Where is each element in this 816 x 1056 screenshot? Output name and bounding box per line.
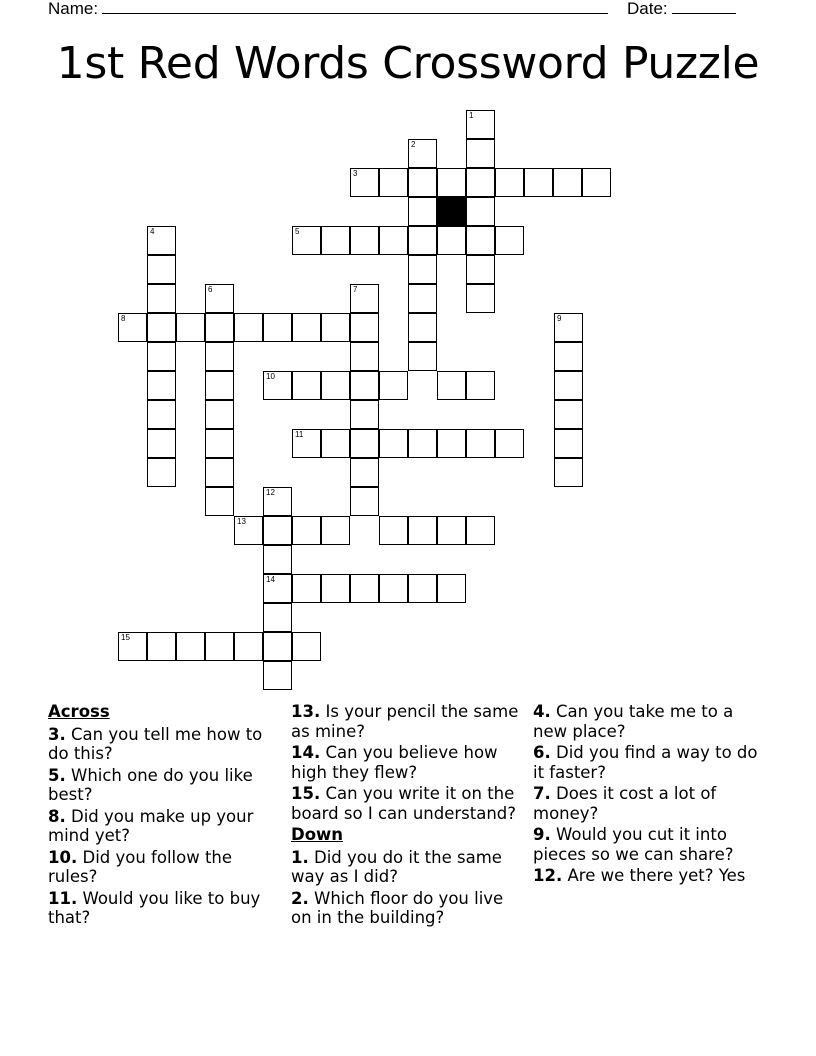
grid-cell[interactable] [292,574,321,603]
clue-number: 9 [557,314,562,323]
grid-cell[interactable] [321,429,350,458]
across-clue-5: 5. Which one do you like best? [48,765,253,804]
grid-cell[interactable] [582,168,611,197]
grid-cell-6[interactable] [205,284,234,313]
grid-cell[interactable] [466,371,495,400]
grid-cell-4[interactable] [147,226,176,255]
grid-cell[interactable] [147,313,176,342]
clue-number: 1 [469,111,474,120]
down-clue-1: 1. Did you do it the same way as I did? [291,847,502,886]
grid-cell[interactable] [147,458,176,487]
grid-cell[interactable] [205,342,234,371]
across-clue-13: 13. Is your pencil the same as mine? [291,702,519,741]
down-clue-7: 7. Does it cost a lot of money? [533,784,717,823]
grid-cell[interactable] [466,226,495,255]
grid-cell[interactable] [408,429,437,458]
grid-cell-14[interactable] [263,574,292,603]
grid-cell[interactable] [263,516,292,545]
clue-number: 13 [237,517,246,526]
down-heading: Down [291,825,344,844]
grid-cell-5[interactable] [292,226,321,255]
grid-cell[interactable] [350,313,379,342]
grid-cell[interactable] [554,458,583,487]
grid-cell[interactable] [292,632,321,661]
grid-cell[interactable] [350,226,379,255]
across-clue-15: 15. Can you write it on the board so I can understand? [291,784,517,823]
grid-cell[interactable] [379,574,408,603]
grid-cell[interactable] [350,487,379,516]
grid-cell[interactable] [379,516,408,545]
down-clue-4: 4. Can you take me to a new place? [533,702,734,741]
clue-number: 4 [150,227,155,236]
across-clue-10: 10. Did you follow the rules? [48,847,233,886]
grid-cell[interactable] [495,168,524,197]
grid-cell[interactable] [379,226,408,255]
grid-cell[interactable] [234,313,263,342]
clue-number: 8 [121,314,126,323]
across-heading: Across [48,702,110,721]
grid-cell[interactable] [350,458,379,487]
clue-number: 10 [266,372,275,381]
grid-cell[interactable] [408,313,437,342]
grid-cell[interactable] [408,168,437,197]
grid-cell[interactable] [205,313,234,342]
grid-cell-3[interactable] [350,168,379,197]
date-label: Date: [627,0,668,18]
grid-cell[interactable] [554,342,583,371]
grid-cell[interactable] [553,168,582,197]
clue-number: 2 [411,140,416,149]
grid-cell-2[interactable] [408,139,437,168]
grid-cell[interactable] [437,371,466,400]
clues-column-1 [48,702,278,930]
grid-cell[interactable] [379,429,408,458]
grid-cell[interactable] [350,400,379,429]
grid-cell[interactable] [321,574,350,603]
clue-number: 3 [353,169,358,178]
across-clue-8: 8. Did you make up your mind yet? [48,806,254,845]
grid-cell-8[interactable] [118,313,147,342]
grid-cell[interactable] [176,313,205,342]
name-label: Name: [48,0,99,18]
grid-cell[interactable] [466,255,495,284]
down-clue-12: 12. Are we there yet? Yes [533,866,746,885]
grid-cell[interactable] [495,429,524,458]
grid-cell[interactable] [263,545,292,574]
grid-cell[interactable] [205,400,234,429]
grid-cell[interactable] [292,516,321,545]
clue-number: 5 [295,227,300,236]
grid-cell[interactable] [495,226,524,255]
grid-cell[interactable] [321,516,350,545]
grid-cell[interactable] [408,574,437,603]
grid-cell[interactable] [350,574,379,603]
grid-cell[interactable] [437,168,466,197]
grid-cell[interactable] [205,371,234,400]
grid-cell[interactable] [147,255,176,284]
grid-cell[interactable] [350,429,379,458]
grid-cell[interactable] [147,371,176,400]
grid-cell[interactable] [466,139,495,168]
grid-cell[interactable] [408,342,437,371]
across-clue-3: 3. Can you tell me how to do this? [48,724,263,763]
grid-cell[interactable] [466,284,495,313]
grid-cell[interactable] [554,371,583,400]
grid-cell[interactable] [379,371,408,400]
grid-cell-12[interactable] [263,487,292,516]
grid-cell[interactable] [205,458,234,487]
grid-cell[interactable] [379,168,408,197]
black-cell [437,197,466,226]
grid-cell[interactable] [408,284,437,313]
grid-cell[interactable] [321,226,350,255]
grid-cell[interactable] [147,632,176,661]
grid-cell[interactable] [466,197,495,226]
grid-cell[interactable] [147,400,176,429]
grid-cell-10[interactable] [263,371,292,400]
grid-cell-9[interactable] [554,313,583,342]
grid-cell-13[interactable] [234,516,263,545]
clue-number: 15 [121,633,130,642]
grid-cell[interactable] [408,197,437,226]
grid-cell[interactable] [466,168,495,197]
grid-cell[interactable] [408,226,437,255]
grid-cell[interactable] [321,313,350,342]
grid-cell[interactable] [437,429,466,458]
clue-number: 11 [295,430,304,439]
grid-cell[interactable] [350,342,379,371]
grid-cell[interactable] [408,255,437,284]
grid-cell[interactable] [437,574,466,603]
clue-number: 12 [266,488,275,497]
grid-cell[interactable] [147,429,176,458]
grid-cell[interactable] [263,313,292,342]
page-title: 1st Red Words Crossword Puzzle [56,38,760,89]
grid-cell[interactable] [147,342,176,371]
grid-cell[interactable] [554,429,583,458]
grid-cell[interactable] [205,429,234,458]
grid-cell[interactable] [350,371,379,400]
grid-cell[interactable] [321,371,350,400]
grid-cell[interactable] [292,371,321,400]
down-clue-2: 2. Which floor do you live on in the building? [291,888,504,927]
grid-cell-15[interactable] [118,632,147,661]
grid-cell[interactable] [524,168,553,197]
grid-cell-1[interactable] [466,110,495,139]
clue-number: 6 [208,285,213,294]
grid-cell[interactable] [205,632,234,661]
across-clue-14: 14. Can you believe how high they flew? [291,743,498,782]
down-clue-9: 9. Would you cut it into pieces so we can share? [533,825,734,864]
grid-cell[interactable] [437,516,466,545]
down-clue-6: 6. Did you find a way to do it faster? [533,743,758,782]
clues-column-3 [533,702,763,888]
grid-cell[interactable] [437,226,466,255]
grid-cell-7[interactable] [350,284,379,313]
grid-cell[interactable] [263,632,292,661]
grid-cell[interactable] [205,487,234,516]
grid-cell-11[interactable] [292,429,321,458]
clue-number: 14 [266,575,275,584]
grid-cell[interactable] [292,313,321,342]
grid-cell[interactable] [263,603,292,632]
grid-cell[interactable] [176,632,205,661]
grid-cell[interactable] [466,429,495,458]
grid-cell[interactable] [147,284,176,313]
grid-cell[interactable] [263,661,292,690]
clues-column-2 [291,702,521,930]
grid-cell[interactable] [234,632,263,661]
grid-cell[interactable] [408,516,437,545]
clue-number: 7 [353,285,358,294]
grid-cell[interactable] [466,516,495,545]
across-clue-11: 11. Would you like to buy that? [48,888,261,927]
grid-cell[interactable] [554,400,583,429]
